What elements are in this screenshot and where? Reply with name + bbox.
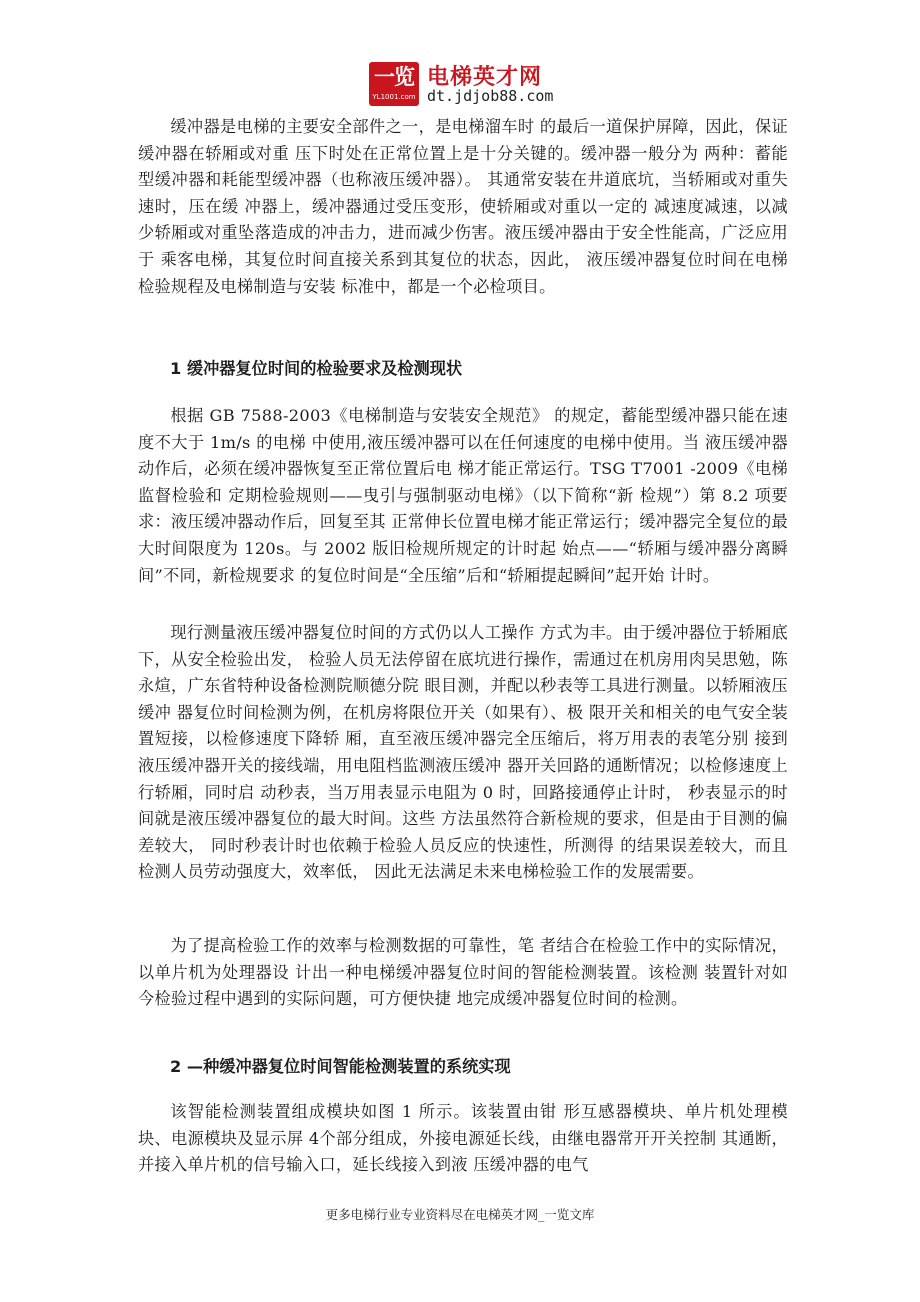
logo-url: dt.jdjob88.com <box>427 87 554 105</box>
paragraph-system: 该智能检测装置组成模块如图 1 所示。该装置由钳 形互感器模块、单片机处理模块、电源模块及显示屏 4个部分组成，外接电源延长线，由继电器常开开关控制 其通断，并接入单片机的信号输入口，延长线接入到液 压缓冲器的电气 <box>138 1102 788 1175</box>
paragraph-current-method: 现行测量液压缓冲器复位时间的方式仍以人工操作 方式为丰。由于缓冲器位于轿厢底下，从安全检验出发， 检验人员无法停留在底坑进行操作，需通过在机房用肉吴思勉，陈永煊，广东省特种设备检测院顺德分院 眼目测，并配以秒表等工具进行测量。以轿厢液压缓冲 器复位时间检测为例，在机房将限位开关（如果有）、极 限开关和相关的电气安全装置短接，以检修速度下降轿 厢，直至液压缓冲器完全压缩后，将万用表的表笔分别 接到液压缓冲器开关的接线端，用电阻档监测液压缓冲 器开关回路的通断情况；以检修速度上行轿厢，同时启 动秒表，当万用表显示电阻为 0 时，回路接通停止计时， 秒表显示的时间就是液压缓冲器复位的最大时间。这些 方法虽然符合新检规的要求，但是由于目测的偏差较大， 同时秒表计时也依赖于检验人员反应的快速性，所测得 的结果误差较大，而且检测人员劳动强度大，效率低， 因此无法满足未来电梯检验工作的发展需要。 <box>138 623 788 882</box>
site-logo[interactable] <box>369 62 569 106</box>
paragraph-intro: 缓冲器是电梯的主要安全部件之一，是电梯溜车时 的最后一道保护屏障，因此，保证缓冲器在轿厢或对重 压下时处在正常位置上是十分关键的。缓冲器一般分为 两种：蓄能型缓冲器和耗能型缓冲器（也称液压缓冲器）。 其通常安装在井道底坑，当轿厢或对重失速时，压在缓 冲器上，缓冲器通过受压变形，使轿厢或对重以一定的 减速度减速，以减少轿厢或对重坠落造成的冲击力，进而减少伤害。液压缓冲器由于安全性能高，广泛应用于 乘客电梯，其复位时间直接关系到其复位的状态，因此， 液压缓冲器复位时间在电梯检验规程及电梯制造与安装 标准中，都是一个必检项目。 <box>138 117 788 296</box>
section-heading-1: 1 缓冲器复位时间的检验要求及检测现状 <box>170 359 463 378</box>
logo-badge-subtext: YL1001.com <box>372 93 416 101</box>
logo-title: 电梯英才网 <box>427 65 543 90</box>
paragraph-standards: 根据 GB 7588-2003《电梯制造与安装安全规范》 的规定，蓄能型缓冲器只能在速度不大于 1m/s 的电梯 中使用,液压缓冲器可以在任何速度的电梯中使用。当 液压缓冲器动作后，必须在缓冲器恢复至正常位置后电 梯才能正常运行。TSG T7001 -2009《电梯监督检验和 定期检验规则——曳引与强制驱动电梯》（以下简称“新 检规”）第 8.2 项要求：液压缓冲器动作后，回复至其 正常伸长位置电梯才能正常运行；缓冲器完全复位的最大时间限度为 120s。与 2002 版旧检规所规定的计时起 始点——“轿厢与缓冲器分离瞬间”不同，新检规要求 的复位时间是“全压缩”后和“轿厢提起瞬间”起开始 计时。 <box>138 406 788 585</box>
logo-badge <box>369 62 419 106</box>
page-footer: 更多电梯行业专业资料尽在电梯英才网_一览文库 <box>325 1207 595 1222</box>
section-heading-2: 2 —种缓冲器复位时间智能检测装置的系统实现 <box>170 1057 511 1076</box>
logo-badge-text: 一览 <box>374 65 414 89</box>
paragraph-purpose: 为了提高检验工作的效率与检测数据的可靠性，笔 者结合在检验工作中的实际情况，以单片机为处理器设 计出一种电梯缓冲器复位时间的智能检测装置。该检测 装置针对如今检验过程中遇到的实际问题，可方便快捷 地完成缓冲器复位时间的检测。 <box>138 936 788 1009</box>
